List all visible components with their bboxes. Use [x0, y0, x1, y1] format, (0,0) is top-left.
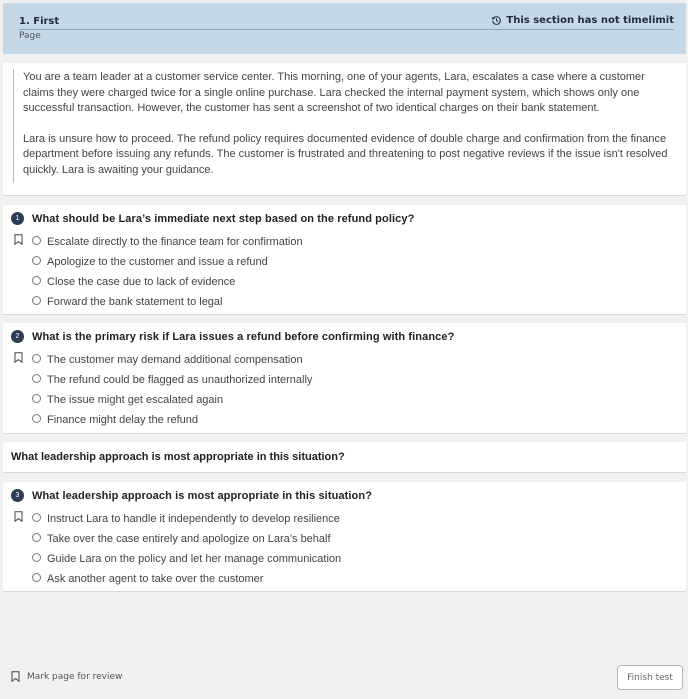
option-item[interactable] [32, 370, 312, 390]
section-header [3, 3, 686, 54]
option-label: Guide Lara on the policy and let her manage communication [47, 553, 342, 565]
options-list [32, 350, 312, 430]
radio-button[interactable] [32, 256, 41, 265]
bookmark-icon [11, 671, 20, 682]
radio-button[interactable] [32, 276, 41, 285]
scenario-quote [13, 69, 678, 183]
option-item[interactable] [32, 252, 303, 272]
question-card-3 [3, 482, 686, 592]
radio-button[interactable] [32, 354, 41, 363]
option-label: Finance might delay the refund [47, 414, 199, 426]
question-text: What should be Lara’s immediate next step based on the refund policy? [32, 212, 415, 225]
question-number-badge: 2 [11, 330, 24, 343]
option-item[interactable] [32, 390, 312, 410]
option-item[interactable] [32, 350, 312, 370]
option-item[interactable] [32, 529, 341, 549]
option-label: Close the case due to lack of evidence [47, 276, 236, 288]
option-item[interactable] [32, 410, 312, 430]
question-text: What is the primary risk if Lara issues a refund before confirming with finance? [32, 330, 455, 343]
option-item[interactable] [32, 232, 303, 252]
question-number-badge: 3 [11, 489, 24, 502]
question-text: What leadership approach is most appropriate in this situation? [32, 489, 373, 502]
option-label: Escalate directly to the finance team for confirmation [47, 236, 303, 248]
option-item[interactable] [32, 509, 341, 529]
section-title: 1. First [19, 16, 60, 27]
bookmark-icon[interactable] [14, 511, 23, 522]
scenario-card [3, 63, 686, 196]
option-item[interactable] [32, 569, 341, 589]
options-list [32, 509, 341, 589]
option-label: Take over the case entirely and apologize on Lara’s behalf [47, 533, 331, 545]
scenario-paragraph: Lara is unsure how to proceed. The refund policy requires documented evidence of double charge and confirmation from the finance department before issuing any refunds. The customer is frustrated and threatening to post negative reviews if the issue isn't resolved quickly. Lara is awaiting your guidance. [23, 132, 668, 176]
option-label: The customer may demand additional compensation [47, 354, 303, 366]
option-label: Forward the bank statement to legal [47, 296, 223, 308]
section-subtitle: Page [19, 31, 41, 41]
radio-button[interactable] [32, 394, 41, 403]
question-card-2 [3, 323, 686, 434]
radio-button[interactable] [32, 414, 41, 423]
question-heading-text: What leadership approach is most appropriate in this situation? [11, 451, 345, 463]
option-label: Ask another agent to take over the customer [47, 573, 264, 585]
options-list [32, 232, 303, 312]
option-item[interactable] [32, 549, 341, 569]
question-card-1 [3, 205, 686, 315]
option-item[interactable] [32, 272, 303, 292]
header-divider [19, 29, 674, 30]
finish-test-button[interactable]: Finish test [617, 665, 683, 690]
option-label: The issue might get escalated again [47, 394, 224, 406]
radio-button[interactable] [32, 296, 41, 305]
option-label: Instruct Lara to handle it independently to develop resilience [47, 513, 340, 525]
scenario-paragraph: You are a team leader at a customer service center. This morning, one of your agents, Lara, escalates a case where a customer claims they were charged twice for a single online purchase. Lara checked the internal payment system, which shows only one successful transaction. However, the customer has sent a screenshot of two identical charges on their bank statement. [23, 71, 645, 114]
bookmark-icon[interactable] [14, 234, 23, 245]
radio-button[interactable] [32, 374, 41, 383]
history-icon [491, 15, 502, 26]
option-label: Apologize to the customer and issue a refund [47, 256, 268, 268]
mark-for-review-label: Mark page for review [27, 671, 123, 682]
radio-button[interactable] [32, 573, 41, 582]
radio-button[interactable] [32, 236, 41, 245]
question-heading-card [3, 442, 686, 473]
radio-button[interactable] [32, 553, 41, 562]
mark-for-review-button[interactable] [11, 671, 122, 682]
timelimit-text: This section has not timelimit [506, 15, 674, 26]
timelimit-status [491, 15, 674, 26]
radio-button[interactable] [32, 513, 41, 522]
option-item[interactable] [32, 292, 303, 312]
radio-button[interactable] [32, 533, 41, 542]
question-number-badge: 1 [11, 212, 24, 225]
option-label: The refund could be flagged as unauthorized internally [47, 374, 313, 386]
bookmark-icon[interactable] [14, 352, 23, 363]
